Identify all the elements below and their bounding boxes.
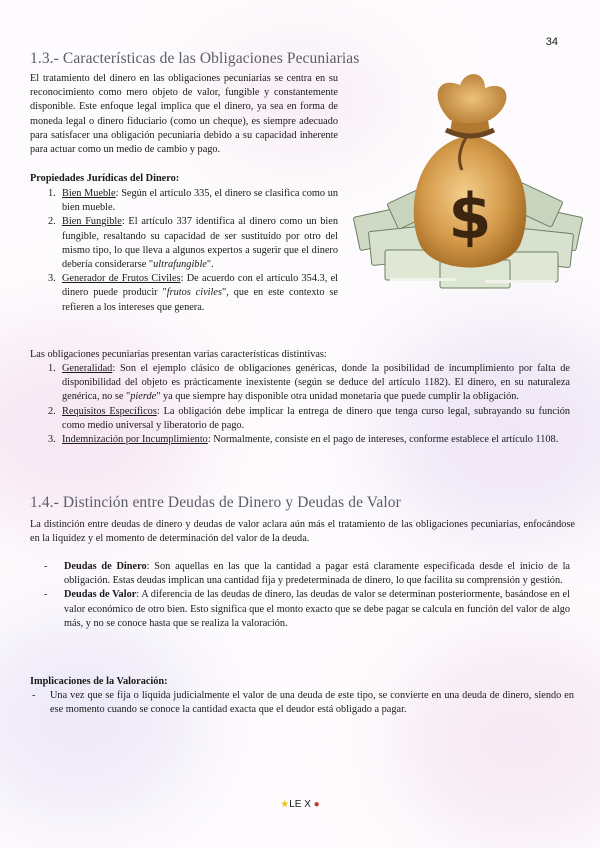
list-item: - Una vez que se fija o liquida judicialmente el valor de una deuda de este tipo, se convierte en una deuda de dinero, siendo en ese momento cuando se conoce la cantidad exacta que el deudor está obligado a pagar.	[32, 690, 574, 716]
section-heading: 1.3.- Características de las Obligaciones Pecuniarias	[30, 50, 360, 67]
characteristics-list	[48, 362, 570, 447]
list-item: 1. Bien Mueble: Según el artículo 335, el dinero se clasifica como un bien mueble.	[48, 188, 339, 214]
properties-list	[48, 187, 339, 315]
item-label: Requisitos Específicos	[62, 405, 157, 417]
section-heading: 1.4.- Distinción entre Deudas de Dinero y Deudas de Valor	[30, 494, 401, 511]
list-item: 2. Requisitos Específicos: La obligación debe implicar la entrega de dinero que tenga curso legal, subrayando su función como medio universal y liberatorio de pago.	[48, 405, 570, 431]
footer-logo: ★LE X ●	[280, 799, 320, 810]
star-icon: ★	[280, 799, 290, 810]
item-label: Indemnización por Incumplimiento	[62, 434, 208, 446]
money-bag-icon	[350, 60, 590, 300]
debt-types-list	[44, 560, 571, 631]
item-label: Bien Mueble	[62, 188, 116, 199]
item-label: Deudas de Dinero	[64, 561, 147, 572]
item-label: Generalidad	[62, 363, 113, 374]
list-item: - Deudas de Valor: A diferencia de las deudas de dinero, las deudas de valor se determinan posteriormente, basándose en el valor económico de otro bien. Esto significa que el monto exacto que se debe pagar se calcula en función del valor de algo más, y no se conoce hasta que se realiza la valoración.	[44, 589, 570, 629]
item-label: Bien Fungible	[62, 216, 122, 228]
paragraph-intro: La distinción entre deudas de dinero y deudas de valor aclara aún más el tratamiento de las obligaciones pecuniarias, enfocándose en la liquidez y el momento de determinación del valor de la deuda.	[30, 519, 575, 545]
money-bag-illustration	[350, 60, 590, 300]
list-item: 2. Bien Fungible: El artículo 337 identifica al dinero como un bien fungible, resaltando su capacidad de ser sustituido por otro del mismo tipo, lo que lleva a algunos expertos a sugerir que el dinero debería considerarse "ultrafungible".	[48, 216, 338, 271]
implications-list	[32, 689, 574, 717]
characteristics-intro: Las obligaciones pecuniarias presentan varias características distintivas:	[30, 349, 327, 360]
dollar-sign-icon: $	[448, 180, 492, 253]
properties-title: Propiedades Jurídicas del Dinero:	[30, 173, 180, 184]
page-number: 34	[545, 36, 558, 48]
drop-icon: ●	[310, 799, 320, 810]
item-label: Generador de Frutos Civiles	[62, 273, 181, 285]
implications-title: Implicaciones de la Valoración:	[30, 676, 168, 687]
list-item: 3. Indemnización por Incumplimiento: Normalmente, consiste en el pago de intereses, conforme establece el artículo 1108.	[48, 434, 559, 446]
item-label: Deudas de Valor	[64, 589, 137, 601]
list-item: 1. Generalidad: Son el ejemplo clásico de obligaciones genéricas, donde la posibilidad de incumplimiento por falta de disponibilidad del objeto es prácticamente inexistente (según se deduce del artículo 1182). El dinero, en su naturaleza genérica, no se "pierde" ya que siempre hay disponible otra unidad monetaria que puede cumplir la obligación.	[48, 363, 570, 403]
list-item: 3. Generador de Frutos Civiles: De acuerdo con el artículo 354.3, el dinero puede producir "frutos civiles", que en este contexto se refieren a los intereses que genera.	[48, 273, 338, 313]
paragraph-intro: El tratamiento del dinero en las obligaciones pecuniarias se centra en su reconocimiento como mero objeto de valor, fungible y constantemente disponible. Este enfoque legal implica que el dinero, ya sea en forma de moneda legal o dinero fiduciario (como un cheque), es siempre adecuado para satisfacer una obligación pecuniaria debido a su capacidad inherente para actuar como un medio de cambio y pago.	[30, 73, 338, 156]
list-item: - Deudas de Dinero: Son aquellas en las que la cantidad a pagar está claramente especificada desde el inicio de la obligación. Estas deudas implican una cantidad fija y predeterminada de dinero, lo que facilita su comprensión y gestión.	[44, 561, 571, 587]
